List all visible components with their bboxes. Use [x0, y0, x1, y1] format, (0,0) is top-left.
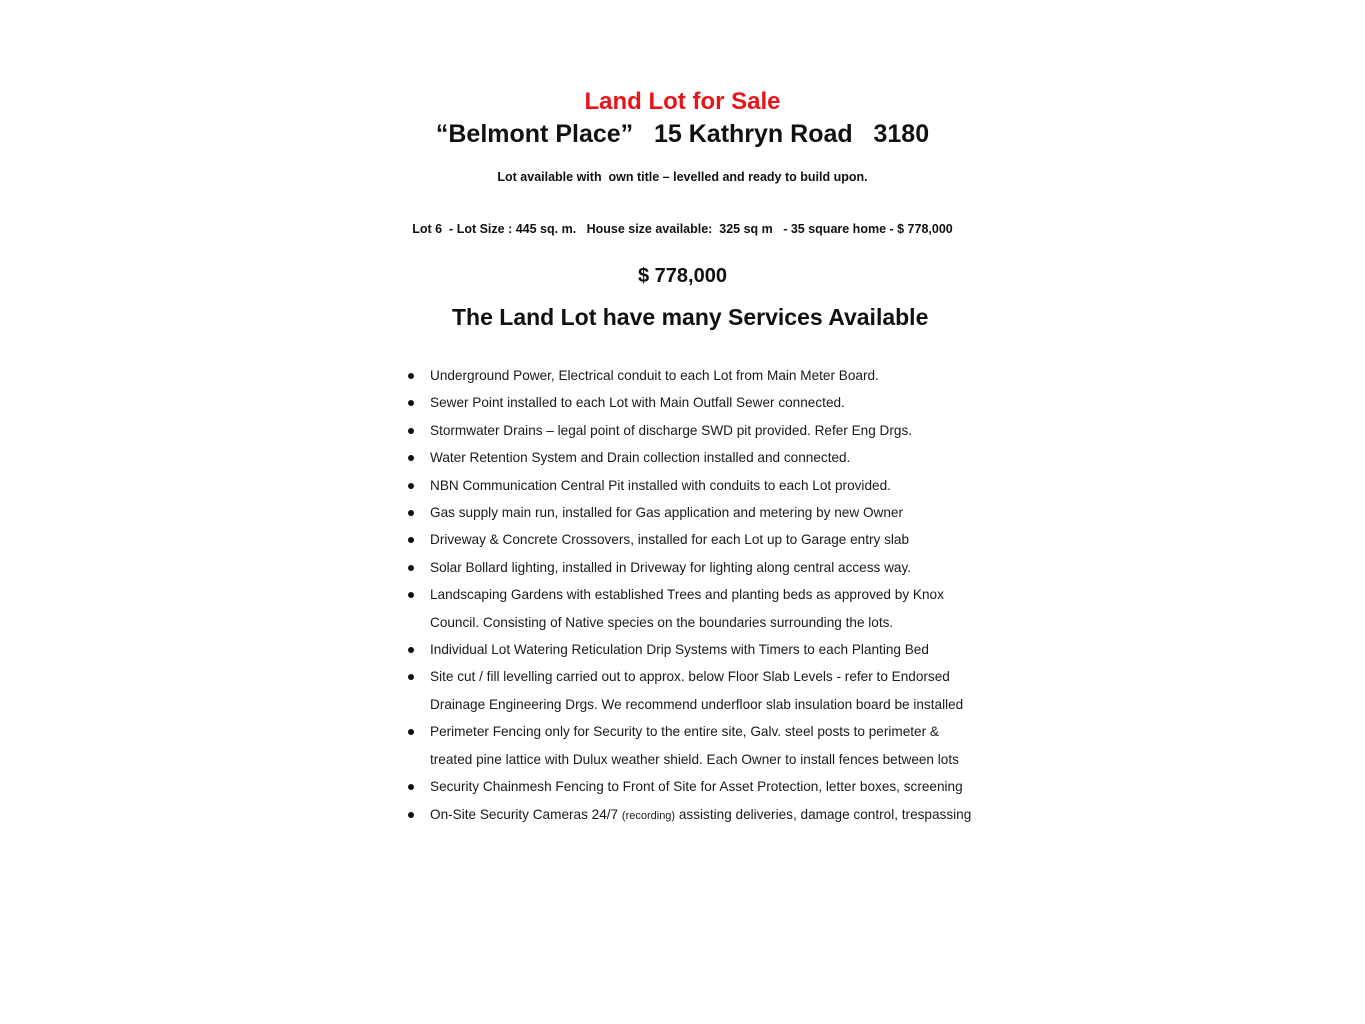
service-text: Gas supply main run, installed for Gas application and metering by new Owner [430, 505, 904, 521]
service-item [408, 718, 988, 773]
service-text: Landscaping Gardens with established Trees and planting beds as approved by Knox Council. Consisting of Native species on the boundaries surrounding the lots. [430, 587, 944, 630]
lot-subtitle: Lot available with own title – levelled and ready to build upon. [497, 170, 868, 184]
service-item [408, 444, 988, 471]
service-item [408, 554, 988, 581]
service-text: Driveway & Concrete Crossovers, installed for each Lot up to Garage entry slab [430, 532, 910, 548]
service-item [408, 773, 988, 800]
service-item [408, 389, 988, 416]
service-text: NBN Communication Central Pit installed with conduits to each Lot provided. [430, 477, 891, 493]
service-text: Water Retention System and Drain collection installed and connected. [430, 450, 851, 466]
service-text-prefix: On-Site Security Cameras 24/7 [430, 806, 622, 822]
bullet-icon [408, 428, 414, 434]
bullet-icon [408, 483, 414, 489]
recording-note: (recording) [621, 809, 676, 822]
bullet-icon [408, 510, 414, 516]
service-item [408, 526, 988, 553]
service-item [408, 472, 988, 499]
service-text: Perimeter Fencing only for Security to the entire site, Galv. steel posts to perimeter & treated pine lattice with Dulux weather shield. Each Owner to install fences between lots [430, 724, 959, 767]
service-item [408, 663, 988, 718]
service-text: Underground Power, Electrical conduit to each Lot from Main Meter Board. [430, 368, 879, 383]
service-text: Security Chainmesh Fencing to Front of Site for Asset Protection, letter boxes, screening [430, 779, 963, 795]
service-text-suffix: assisting deliveries, damage control, trespassing [675, 806, 972, 822]
service-text: Individual Lot Watering Reticulation Drip Systems with Timers to each Planting Bed [430, 642, 929, 658]
service-text: Site cut / fill levelling carried out to approx. below Floor Slab Levels - refer to Endorsed Drainage Engineering Drgs. We recommend underfloor slab insulation board be installed [430, 669, 964, 712]
bullet-icon [408, 592, 414, 598]
bullet-icon [408, 565, 414, 571]
bullet-icon [408, 812, 414, 818]
bullet-icon [408, 537, 414, 543]
price: $ 778,000 [638, 265, 727, 287]
service-item [408, 636, 988, 663]
bullet-icon [408, 373, 414, 379]
service-text: Sewer Point installed to each Lot with Main Outfall Sewer connected. [430, 395, 845, 411]
bullet-icon [408, 729, 414, 735]
lot-details: Lot 6 - Lot Size : 445 sq. m. House size available: 325 sq m - 35 square home - $ 778,000 [412, 222, 953, 236]
service-text: Solar Bollard lighting, installed in Driveway for lighting along central access way. [430, 559, 912, 575]
service-item [408, 362, 988, 389]
service-item [408, 801, 988, 830]
service-text: Stormwater Drains – legal point of discharge SWD pit provided. Refer Eng Drgs. [430, 422, 913, 438]
bullet-icon [408, 455, 414, 461]
bullet-icon [408, 400, 414, 406]
services-heading: The Land Lot have many Services Available [452, 304, 929, 330]
services-list [408, 362, 988, 830]
service-item [408, 499, 988, 526]
property-address: “Belmont Place” 15 Kathryn Road 3180 [435, 120, 930, 148]
bullet-icon [408, 674, 414, 680]
bullet-icon [408, 647, 414, 653]
bullet-icon [408, 784, 414, 790]
service-item [408, 417, 988, 444]
service-item [408, 581, 988, 636]
listing-title: Land Lot for Sale [584, 88, 781, 115]
